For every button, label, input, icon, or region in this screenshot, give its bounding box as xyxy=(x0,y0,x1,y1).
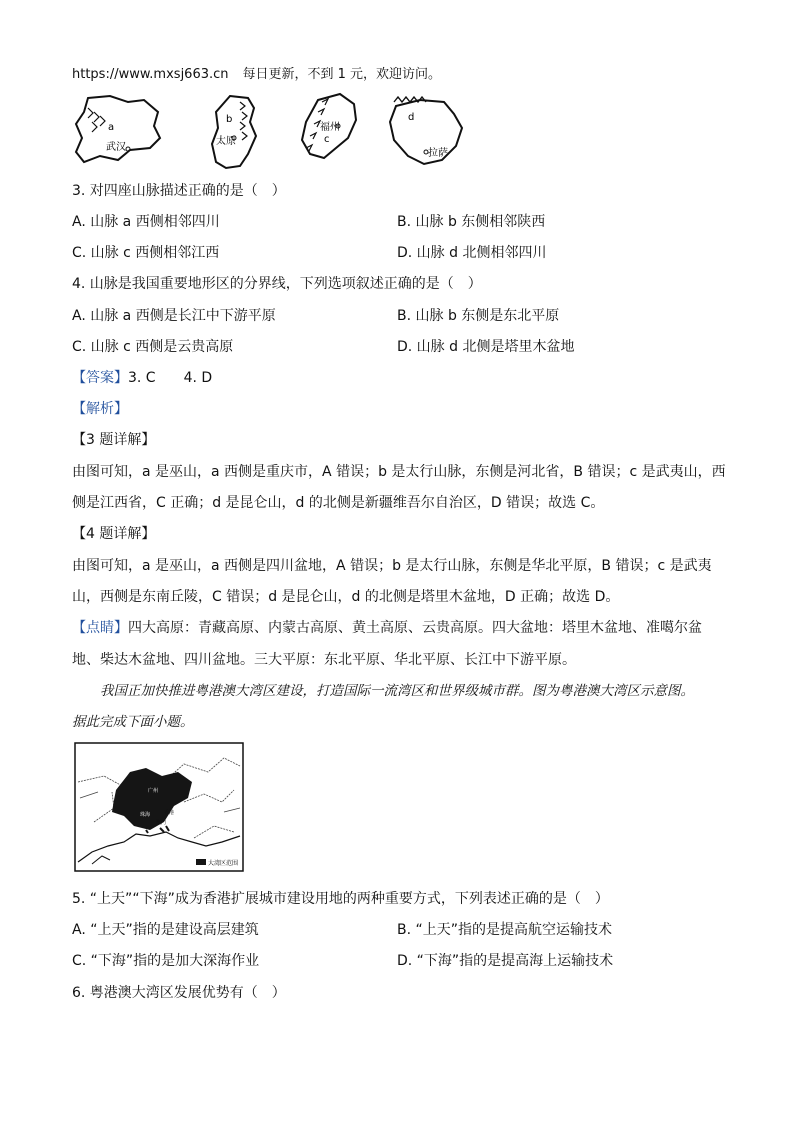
header-url[interactable]: https://www.mxsj663.cn xyxy=(72,67,229,82)
q5-option-b[interactable]: B. “上天”指的是提高航空运输技术 xyxy=(397,922,613,938)
map3-label-city: 福州 xyxy=(320,122,340,133)
page-header xyxy=(72,66,441,84)
map-shanxi xyxy=(212,96,256,168)
q6-stem: 6. 粤港澳大湾区发展优势有（ ） xyxy=(72,985,286,1001)
q5-stem: 5. “上天”“下海”成为香港扩展城市建设用地的两种重要方式，下列表述正确的是（ ） xyxy=(72,891,609,907)
q3-option-b[interactable]: B. 山脉 b 东侧相邻陕西 xyxy=(397,214,546,230)
map1-label-a: a xyxy=(108,122,115,133)
map2-label-city: 太原 xyxy=(216,136,236,147)
q4-option-d[interactable]: D. 山脉 d 北侧是塔里木盆地 xyxy=(397,339,575,355)
svg-text:珠海: 珠海 xyxy=(140,812,151,818)
bay-area-map xyxy=(74,742,244,872)
q3-option-a[interactable]: A. 山脉 a 西侧相邻四川 xyxy=(72,214,220,230)
mountain-maps-figure xyxy=(70,92,470,172)
detail4-line-1: 由图可知，a 是巫山，a 西侧是四川盆地，A 错误；b 是太行山脉，东侧是华北平原，B 错误；c 是武夷 xyxy=(72,558,712,574)
header-note: 每日更新，不到 1 元，欢迎访问。 xyxy=(242,67,442,82)
map4-label-d: d xyxy=(408,112,415,123)
material-line-2: 据此完成下面小题。 xyxy=(72,714,194,730)
map-hubei xyxy=(76,96,160,162)
detail3-label: 【3 题详解】 xyxy=(72,432,156,448)
q4-option-b[interactable]: B. 山脉 b 东侧是东北平原 xyxy=(397,308,560,324)
tip-line-1 xyxy=(72,618,702,638)
tip-text-1: 四大高原：青藏高原、内蒙古高原、黄土高原、云贵高原。四大盆地：塔里木盆地、准噶尔盆 xyxy=(128,620,702,636)
legend-swatch xyxy=(196,859,206,865)
map3-label-c: c xyxy=(324,134,330,145)
svg-text:广州: 广州 xyxy=(148,788,159,794)
detail4-line-2: 山，西侧是东南丘陵，C 错误；d 是昆仑山，d 的北侧是塔里木盆地，D 正确；故选 D。 xyxy=(72,589,620,605)
q3-option-c[interactable]: C. 山脉 c 西侧相邻江西 xyxy=(72,245,220,261)
svg-text:香港: 香港 xyxy=(164,810,175,816)
q5-option-c[interactable]: C. “下海”指的是加大深海作业 xyxy=(72,953,260,969)
answer-line xyxy=(72,368,212,388)
q4-option-a[interactable]: A. 山脉 a 西侧是长江中下游平原 xyxy=(72,308,276,324)
q4-option-c[interactable]: C. 山脉 c 西侧是云贵高原 xyxy=(72,339,234,355)
analysis-label: 【解析】 xyxy=(72,401,128,417)
answer-label: 【答案】 xyxy=(72,370,128,386)
legend-label: 大湾区范围 xyxy=(208,860,239,867)
tip-line-2: 地、柴达木盆地、四川盆地。三大平原：东北平原、华北平原、长江中下游平原。 xyxy=(72,652,576,668)
map1-label-city: 武汉 xyxy=(106,142,126,153)
map4-label-city: 拉萨 xyxy=(428,148,448,159)
q5-option-a[interactable]: A. “上天”指的是建设高层建筑 xyxy=(72,922,259,938)
q5-option-d[interactable]: D. “下海”指的是提高海上运输技术 xyxy=(397,953,614,969)
map-tibet xyxy=(390,97,462,164)
q3-option-d[interactable]: D. 山脉 d 北侧相邻四川 xyxy=(397,245,547,261)
q3-stem: 3. 对四座山脉描述正确的是（ ） xyxy=(72,183,286,199)
answer-text: 3. C 4. D xyxy=(128,370,213,386)
detail4-label: 【4 题详解】 xyxy=(72,526,156,542)
material-line-1: 我国正加快推进粤港澳大湾区建设，打造国际一流湾区和世界级城市群。图为粤港澳大湾区示意图。 xyxy=(100,683,694,699)
detail3-line-1: 由图可知，a 是巫山，a 西侧是重庆市，A 错误；b 是太行山脉，东侧是河北省，B 错误；c 是武夷山，西 xyxy=(72,464,726,480)
detail3-line-2: 侧是江西省，C 正确；d 是昆仑山，d 的北侧是新疆维吾尔自治区，D 错误；故选 C。 xyxy=(72,495,605,511)
map2-label-b: b xyxy=(226,114,233,125)
svg-text:澳门: 澳门 xyxy=(156,820,167,826)
tip-label: 【点睛】 xyxy=(72,620,128,636)
map-fujian xyxy=(302,94,356,158)
q4-stem: 4. 山脉是我国重要地形区的分界线，下列选项叙述正确的是（ ） xyxy=(72,276,482,292)
